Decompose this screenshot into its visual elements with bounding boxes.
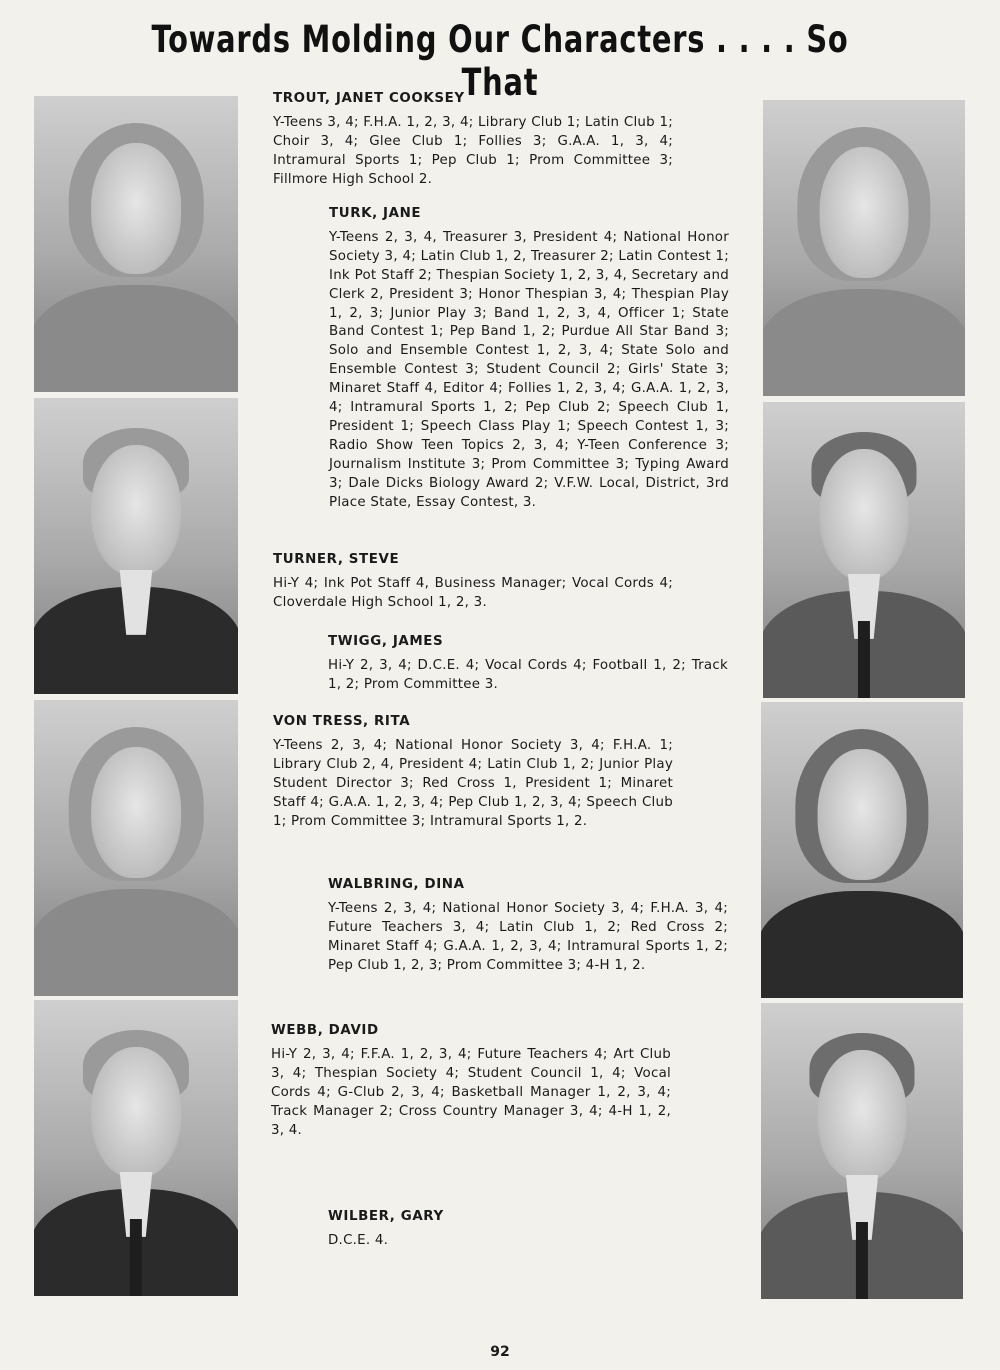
- entry-trout-janet: [273, 90, 673, 190]
- student-name: TROUT, JANET COOKSEY: [273, 91, 465, 106]
- student-activities: Hi-Y 4; Ink Pot Staff 4, Business Manager; Vocal Cords 4; Cloverdale High School 1, 2, 3.: [273, 575, 673, 610]
- entry-von-tress-rita: [273, 713, 673, 831]
- entry-twigg-james: [328, 633, 728, 695]
- portrait-walbring-dina: [761, 702, 963, 998]
- student-name: WEBB, DAVID: [271, 1023, 379, 1038]
- student-name: WILBER, GARY: [328, 1209, 444, 1224]
- portrait-turk-jane: [763, 100, 965, 396]
- student-activities: Hi-Y 2, 3, 4; D.C.E. 4; Vocal Cords 4; Football 1, 2; Track 1, 2; Prom Committee 3.: [328, 657, 728, 692]
- entry-wilber-gary: [328, 1208, 728, 1251]
- portrait-von-tress-rita: [34, 700, 238, 996]
- entry-webb-david: [271, 1022, 671, 1140]
- entry-turner-steve: [273, 551, 673, 613]
- student-name: TWIGG, JAMES: [328, 634, 444, 649]
- portrait-webb-david: [34, 1000, 238, 1296]
- student-name: WALBRING, DINA: [328, 877, 465, 892]
- student-name: VON TRESS, RITA: [273, 714, 411, 729]
- student-name: TURNER, STEVE: [273, 552, 400, 567]
- student-activities: Y-Teens 3, 4; F.H.A. 1, 2, 3, 4; Library Club 1; Latin Club 1; Choir 3, 4; Glee Club 1; Follies 3; G.A.A. 1, 3, 4; Intramural Sports 1; Pep Club 1; Prom Committee 3; Fillmore High School 2.: [273, 114, 673, 187]
- student-activities: Hi-Y 2, 3, 4; F.F.A. 1, 2, 3, 4; Future Teachers 4; Art Club 3, 4; Thespian Society 4; Student Council 1, 4; Vocal Cords 4; G-Club 2, 3, 4; Basketball Manager 1, 2, 3, 4; Track Manager 2; Cross Country Manager 3, 4; 4-H 1, 2, 3, 4.: [271, 1046, 671, 1138]
- portrait-turner-steve: [34, 398, 238, 694]
- student-activities: Y-Teens 2, 3, 4; National Honor Society 3, 4; F.H.A. 1; Library Club 2, 4, President 4; Latin Club 1, 2; Junior Play Student Director 3; Red Cross 1, President 1; Minaret Staff 4; G.A.A. 1, 2, 3, 4; Pep Club 1, 2, 3, 4; Speech Club 1; Prom Committee 3; Intramural Sports 1, 2.: [273, 737, 673, 829]
- student-activities: Y-Teens 2, 3, 4; National Honor Society 3, 4; F.H.A. 3, 4; Future Teachers 3, 4; Latin Club 1, 2; Red Cross 2; Minaret Staff 4; G.A.A. 1, 2, 3, 4; Intramural Sports 1, 2; Pep Club 1, 2, 3; Prom Committee 3; 4-H 1, 2.: [328, 900, 728, 973]
- portrait-trout-janet: [34, 96, 238, 392]
- portrait-wilber-gary: [761, 1003, 963, 1299]
- page-title: Towards Molding Our Characters . . . . So That: [151, 18, 849, 104]
- entry-turk-jane: [329, 205, 729, 513]
- student-activities: D.C.E. 4.: [328, 1232, 389, 1248]
- portrait-twigg-james: [763, 402, 965, 698]
- student-activities: Y-Teens 2, 3, 4, Treasurer 3, President 4; National Honor Society 3, 4; Latin Club 1, 2, Treasurer 2; Latin Contest 1; Ink Pot Staff 2; Thespian Society 1, 2, 3, 4, Secretary and Clerk 2, President 3; Honor Thespian 3, 4; Thespian Play 1, 2, 3; Junior Play 3; Band 1, 2, 3, 4, Officer 1; State Band Contest 1; Pep Band 1, 2; Purdue All Star Band 3; Solo and Ensemble Contest 1, 2, 3, 4; State Solo and Ensemble Contest 3; Student Council 2; Girls' State 3; Minaret Staff 4, Editor 4; Follies 1, 2, 3, 4; G.A.A. 1, 2, 3, 4; Intramural Sports 1, 2; Pep Club 2; Speech Club 1, President 1; Speech Class Play 1; Speech Contest 1, 3; Radio Show Teen Topics 2, 3, 4; Y-Teen Conference 3; Journalism Institute 3; Prom Committee 3; Typing Award 3; Dale Dicks Biology Award 2; V.F.W. Local, District, 3rd Place State, Essay Contest, 3.: [329, 229, 729, 510]
- page-number: 92: [490, 1344, 510, 1360]
- student-name: TURK, JANE: [329, 206, 422, 221]
- entry-walbring-dina: [328, 876, 728, 976]
